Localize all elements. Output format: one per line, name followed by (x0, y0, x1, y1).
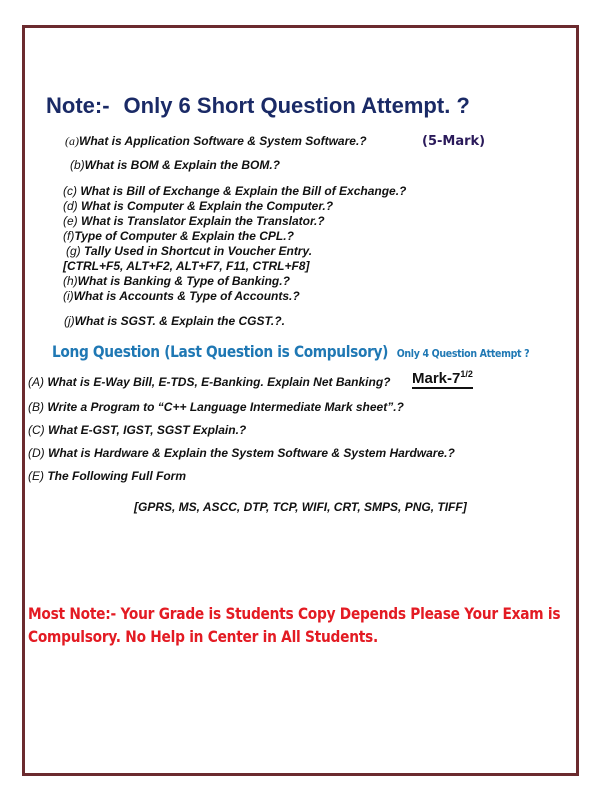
long-question-b: (B) Write a Program to “C++ Language Intermediate Mark sheet”.? (28, 400, 404, 414)
short-question-f: (f)Type of Computer & Explain the CPL.? (63, 229, 294, 243)
long-question-d: (D) What is Hardware & Explain the System Software & System Hardware.? (28, 446, 455, 460)
short-question-g: (g) Tally Used in Shortcut in Voucher Entry. (66, 244, 313, 258)
long-question-e: (E) The Following Full Form (28, 469, 186, 483)
warning-line-2: Compulsory. No Help in Center in All Students. (28, 627, 378, 646)
long-question-marks: Mark-$7^{1/2}$ (412, 369, 473, 387)
short-question-i: (i)What is Accounts & Type of Accounts.? (63, 289, 300, 303)
note-title-text: Only 6 Short Question Attempt. ? (123, 93, 470, 118)
full-form-list: [GPRS, MS, ASCC, DTP, TCP, WIFI, CRT, SMPS, PNG, TIFF] (134, 500, 467, 514)
long-question-c: (C) What E-GST, IGST, SGST Explain.? (28, 423, 247, 437)
note-title (46, 93, 470, 119)
marks-fraction: 1/2 (460, 369, 473, 379)
long-question-title: Long Question (Last Question is Compulsory) (52, 342, 389, 361)
short-question-c: (c) What is Bill of Exchange & Explain the Bill of Exchange.? (63, 184, 407, 198)
short-question-e: (e) What is Translator Explain the Translator.? (63, 214, 325, 228)
long-question-subtitle: Only 4 Question Attempt ? (396, 347, 530, 360)
short-question-h: (h)What is Banking & Type of Banking.? (63, 274, 290, 288)
short-question-j: (j)What is SGST. & Explain the CGST.?. (64, 314, 285, 328)
long-question-heading (52, 342, 529, 361)
short-question-g-shortcuts: [CTRL+F5, ALT+F2, ALT+F7, F11, CTRL+F8] (63, 259, 310, 273)
long-question-a: (A) What is E-Way Bill, E-TDS, E-Banking. Explain Net Banking? (28, 375, 391, 389)
short-question-d: (d) What is Computer & Explain the Computer.? (63, 199, 334, 213)
short-question-marks: (5-Mark) (422, 134, 486, 149)
short-question-b: (b)What is BOM & Explain the BOM.? (70, 158, 281, 172)
warning-line-1: Most Note:- Your Grade is Students Copy Depends Please Your Exam is (28, 604, 561, 623)
short-question-a: (a)What is Application Software & System Software.? (65, 134, 367, 148)
note-title-prefix: Note:- (46, 93, 110, 118)
